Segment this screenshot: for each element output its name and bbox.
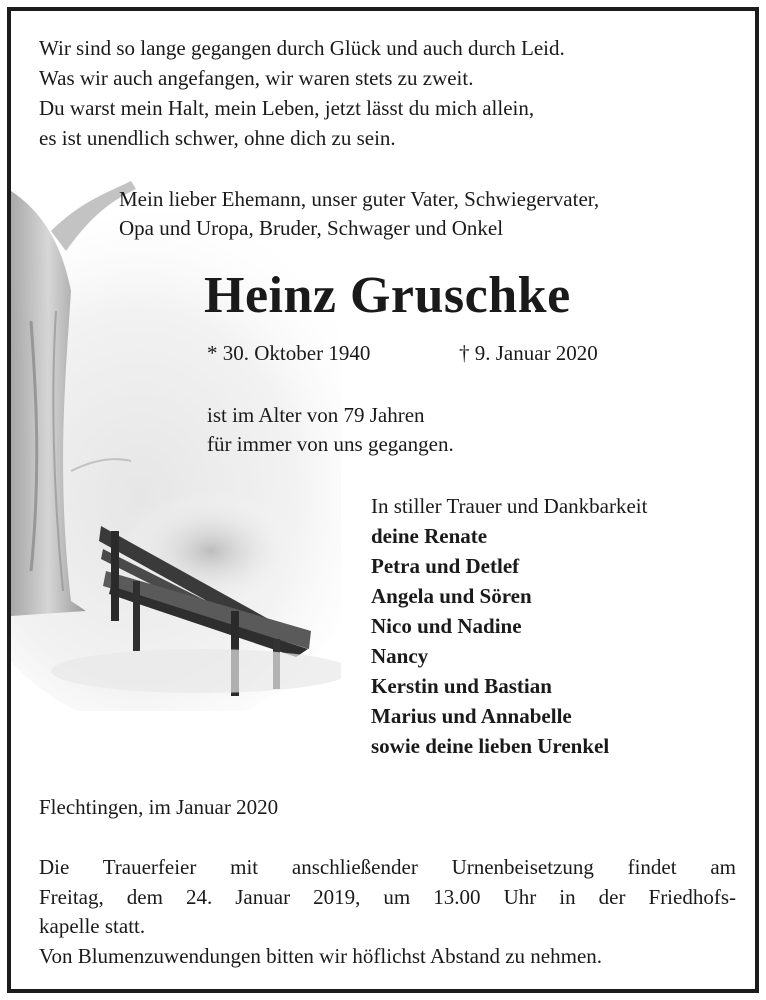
place-date: Flechtingen, im Januar 2020 (39, 795, 279, 819)
mourner-name: Angela und Sören (371, 584, 532, 608)
age-line-1: ist im Alter von 79 Jahren (207, 403, 425, 427)
poem-line-2: Was wir auch angefangen, wir waren stets zu zweit. (39, 66, 474, 90)
intro-line-1: Mein lieber Ehemann, unser guter Vater, Schwiegervater, (119, 187, 600, 211)
deceased-name: Heinz Gruschke (204, 267, 571, 324)
funeral-line-1: Die Trauerfeier mit anschließender Urnenbeisetzung findet am (39, 855, 736, 879)
mourner-name: Nico und Nadine (371, 614, 522, 638)
death-date: † 9. Januar 2020 (459, 341, 598, 365)
obituary-notice (7, 7, 759, 993)
funeral-line-3: kapelle statt. (39, 914, 146, 938)
funeral-line-2: Freitag, dem 24. Januar 2019, um 13.00 Uhr in der Friedhofs- (39, 885, 736, 909)
mourner-name: Petra und Detlef (371, 554, 520, 578)
mourner-name: sowie deine lieben Urenkel (371, 734, 610, 758)
poem-line-1: Wir sind so lange gegangen durch Glück und auch durch Leid. (39, 36, 565, 60)
mourner-name: Kerstin und Bastian (371, 674, 552, 698)
ground-shadow (51, 649, 341, 693)
intro-line-2: Opa und Uropa, Bruder, Schwager und Onkel (119, 216, 504, 240)
age-line-2: für immer von uns gegangen. (207, 432, 454, 456)
mourners-heading: In stiller Trauer und Dankbarkeit (371, 494, 648, 518)
poem-line-3: Du warst mein Halt, mein Leben, jetzt lässt du mich allein, (39, 96, 535, 120)
mourner-name: deine Renate (371, 524, 488, 548)
flowers-note: Von Blumenzuwendungen bitten wir höflichst Abstand zu nehmen. (39, 944, 603, 968)
poem-line-4: es ist unendlich schwer, ohne dich zu sein. (39, 126, 396, 150)
mourner-name: Marius und Annabelle (371, 704, 572, 728)
mourner-name: Nancy (371, 644, 429, 668)
birth-date: * 30. Oktober 1940 (207, 341, 371, 365)
